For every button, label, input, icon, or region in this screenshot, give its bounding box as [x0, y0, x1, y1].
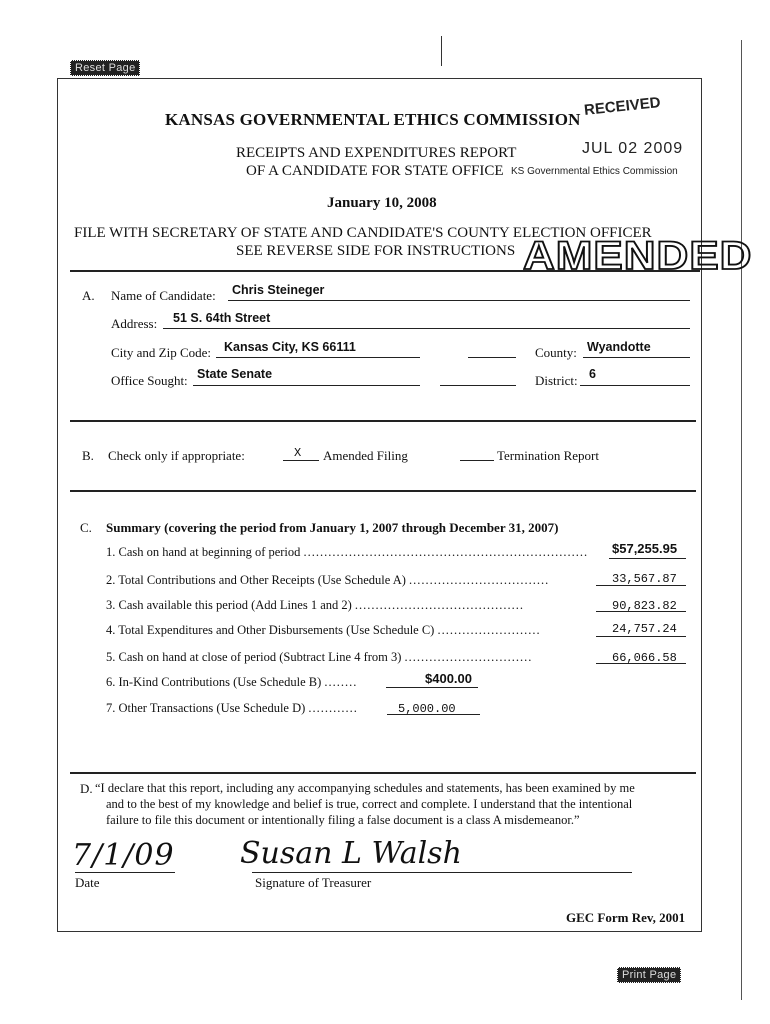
county-label: County: — [535, 345, 577, 360]
candidate-name-value[interactable]: Chris Steineger — [232, 283, 325, 297]
county-line — [583, 357, 690, 358]
dot-leader: ............ — [308, 701, 358, 715]
city-zip-line — [216, 357, 420, 358]
value-underline — [609, 558, 686, 559]
summary-line-text: 5. Cash on hand at close of period (Subtract Line 4 from 3) — [106, 650, 402, 664]
office-sought-value[interactable]: State Senate — [197, 367, 273, 381]
dot-leader: ..................................................................... — [303, 545, 589, 559]
termination-checkbox[interactable] — [460, 460, 494, 461]
summary-line-4 — [106, 623, 541, 638]
report-title-line1: RECEIPTS AND EXPENDITURES REPORT — [236, 145, 517, 161]
amended-checkbox-line — [283, 460, 319, 461]
form-id: GEC Form Rev, 2001 — [566, 910, 686, 925]
summary-line-3 — [106, 598, 524, 613]
reset-page-button[interactable]: Reset Page — [70, 60, 140, 76]
summary-line-5-value[interactable]: 66,066.58 — [612, 651, 677, 665]
file-with-instruction: FILE WITH SECRETARY OF STATE AND CANDIDATE'S COUNTY ELECTION OFFICER — [74, 225, 652, 241]
termination-report-label: Termination Report — [497, 448, 599, 463]
signature-label: Signature of Treasurer — [255, 875, 372, 890]
summary-line-6-value[interactable]: $400.00 — [425, 671, 472, 686]
office-sought-line — [193, 385, 420, 386]
declaration-line-1: “I declare that this report, including any accompanying schedules and statements, has been examined by me — [95, 781, 635, 795]
summary-line-text: 2. Total Contributions and Other Receipts (Use Schedule A) — [106, 573, 406, 587]
summary-line-7 — [106, 701, 358, 716]
summary-line-1-value[interactable]: $57,255.95 — [612, 541, 678, 556]
summary-line-text: 7. Other Transactions (Use Schedule D) — [106, 701, 306, 715]
value-underline — [596, 663, 686, 664]
see-reverse-instruction: SEE REVERSE SIDE FOR INSTRUCTIONS — [236, 243, 516, 259]
summary-line-2 — [106, 573, 549, 588]
candidate-name-label: Name of Candidate: — [111, 288, 216, 303]
district-label: District: — [535, 373, 578, 388]
dot-leader: .................................. — [409, 573, 550, 587]
dot-leader: ......................................... — [354, 598, 525, 612]
amended-filing-checkbox[interactable]: X — [294, 446, 302, 460]
summary-line-6 — [106, 675, 357, 690]
value-underline — [596, 585, 686, 586]
district-line — [580, 385, 690, 386]
divider — [70, 490, 696, 492]
date-line — [75, 872, 175, 873]
treasurer-signature[interactable]: Susan L Walsh — [240, 836, 462, 871]
dot-leader: ......................... — [437, 623, 541, 637]
declaration-line-2: and to the best of my knowledge and belief is true, correct and complete. I understand that the intentional — [106, 797, 633, 811]
dot-leader: ........ — [324, 675, 358, 689]
report-date: January 10, 2008 — [327, 195, 437, 211]
summary-heading: Summary (covering the period from January 1, 2007 through December 31, 2007) — [106, 520, 559, 535]
address-line — [163, 328, 690, 329]
county-value[interactable]: Wyandotte — [587, 340, 651, 354]
print-page-button[interactable]: Print Page — [617, 967, 681, 983]
dot-leader: ............................... — [404, 650, 533, 664]
section-b-letter: B. — [82, 448, 94, 463]
office-sought-line-extra — [440, 385, 516, 386]
summary-line-2-value[interactable]: 33,567.87 — [612, 572, 677, 586]
summary-line-1 — [106, 545, 588, 560]
value-underline — [596, 636, 686, 637]
summary-line-7-value[interactable]: 5,000.00 — [398, 702, 456, 716]
summary-line-text: 3. Cash available this period (Add Lines 1 and 2) — [106, 598, 352, 612]
address-value[interactable]: 51 S. 64th Street — [173, 311, 271, 325]
divider — [70, 270, 700, 272]
signature-line — [252, 872, 632, 873]
check-appropriate-label: Check only if appropriate: — [108, 448, 245, 463]
value-underline — [386, 687, 478, 688]
summary-line-3-value[interactable]: 90,823.82 — [612, 599, 677, 613]
address-label: Address: — [111, 316, 158, 331]
declaration-line-3: failure to file this document or intentionally filing a false document is a class A misdemeanor.” — [106, 813, 580, 827]
date-handwritten[interactable]: 7/1/09 — [72, 838, 175, 873]
summary-line-5 — [106, 650, 532, 665]
city-zip-label: City and Zip Code: — [111, 345, 212, 360]
value-underline — [387, 714, 480, 715]
value-underline — [596, 611, 686, 612]
district-value[interactable]: 6 — [589, 367, 596, 381]
section-d-letter: D. — [80, 781, 93, 796]
candidate-name-line — [228, 300, 690, 301]
summary-line-text: 1. Cash on hand at beginning of period — [106, 545, 301, 559]
city-zip-line-extra — [468, 357, 516, 358]
divider — [70, 772, 696, 774]
report-title-line2: OF A CANDIDATE FOR STATE OFFICE — [246, 163, 504, 179]
received-date: JUL 02 2009 — [582, 140, 684, 157]
received-stamp: RECEIVED — [583, 94, 662, 119]
amended-stamp: AMENDED — [523, 234, 753, 279]
page-title: KANSAS GOVERNMENTAL ETHICS COMMISSION — [165, 110, 581, 129]
section-a-letter: A. — [82, 288, 95, 303]
section-c-letter: C. — [80, 520, 92, 535]
city-zip-value[interactable]: Kansas City, KS 66111 — [224, 340, 356, 354]
divider — [70, 420, 696, 422]
scan-edge — [741, 40, 742, 1000]
summary-line-4-value[interactable]: 24,757.24 — [612, 622, 677, 636]
amended-filing-label: Amended Filing — [323, 448, 408, 463]
summary-line-text: 4. Total Expenditures and Other Disbursements (Use Schedule C) — [106, 623, 435, 637]
summary-line-text: 6. In-Kind Contributions (Use Schedule B) — [106, 675, 322, 689]
scan-mark — [441, 36, 442, 66]
office-sought-label: Office Sought: — [111, 373, 188, 388]
date-label: Date — [75, 875, 100, 890]
received-org: KS Governmental Ethics Commission — [511, 166, 678, 177]
